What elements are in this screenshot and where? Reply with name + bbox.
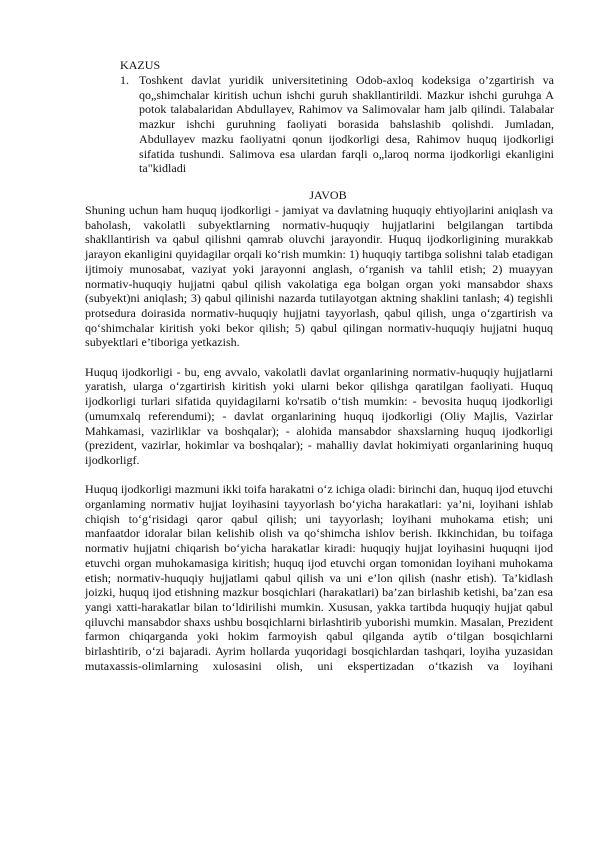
answer-paragraph-1: Shuning uchun ham huquq ijodkorligi - jamiyat va davlatning huquqiy ehtiyojlarini aniqlash va baholash, vakolatli subyektlarning normativ-huquqiy hujjatlarini belgilangan tartibda shakllantirish va qabul qilishni qamrab oluvchi jarayondir. Huquq ijodkorligining murakkab jarayon ekanligini quyidagilar orqali ko‘rish mumkin: 1) huquqiy tartibga solishni talab etadigan ijtimoiy munosabat, vaziyat yoki jarayonni anglash, o‘rganish va tahlil etish; 2) muayyan normativ-huquqiy hujjatni qabul qilish vakolatiga ega bolgan organ yoki mansabdor shaxs (subyekt)ni aniqlash; 3) qabul qilinishi nazarda tutilayotgan aktning shaklini tanlash; 4) tegishli protsedura doirasida normativ-huquqiy hujjatni tayyorlash, qabul qilish, unga o‘zgartirish va qo‘shimchalar kiritish yoki bekor qilish; 5) qabul qilingan normativ-huquqiy hujjatni huquq subyektlari e’tiboriga yetkazish.: [85, 203, 553, 350]
answer-paragraph-2: Huquq ijodkorligi - bu, eng avvalo, vakolatli davlat organlarining normativ-huquqiy hujjatlarni yaratish, ularga o‘zgartirish kiritish yoki ularni bekor qilishga qaratilgan faoliyati. Huquq ijodkorligi turlari sifatida quyidagilarni ko'rsatib o‘tish mumkin: - bevosita huquq ijodkorligi (umumxalq referendumi); - davlat organlarining huquq ijodkorligi (Oliy Majlis, Vazirlar Mahkamasi, vazirliklar va boshqalar); - alohida mansabdor shaxslarning huquq ijodkorligi (prezident, vazirlar, hokimlar va boshqalar); - mahalliy davlat hokimiyati organlarining huquq ijodkorligf.: [85, 364, 553, 467]
case-list: [120, 73, 554, 176]
case-heading: KAZUS: [120, 58, 161, 72]
answer-body: [85, 203, 553, 673]
answer-paragraph-3: Huquq ijodkorligi mazmuni ikki toifa harakatni o‘z ichiga oladi: birinchi dan, huquq ijod etuvchi organlaming normativ hujjat loyihasini tayyorlash bo‘yicha harakatlari: ya’ni, loyihani ishlab chiqish to‘g‘risidagi qaror qabul qilish; uni tayyorlash; loyihani muhokama etish; uni manfaatdor idoralar bilan kelishib olish va qo‘shimcha ishlov berish. Ikkinchidan, bu toifaga normativ hujjatni chiqarish bo‘yicha harakatlar kiradi: huquqiy hujjat loyihasini huquqni ijod etuvchi organ muhokamasiga kiritish; huquq ijod etuvchi organ tomonidan loyihani muhokama etish; normativ-huquqiy hujjatlami qabul qilish va uni e’lon qilish (nashr etish). Ta’kidlash joizki, huquq ijod etishning mazkur bosqichlari (harakatlari) ba’zan birlashib ketishi, ba’zan esa yangi xatti-harakatlar bilan to‘ldirilishi mumkin. Xususan, yakka tartibda huquqiy hujjat qabul qiluvchi mansabdor shaxs ushbu bosqichlarni birlashtirib yuborishi mumkin. Masalan, Prezident farmon chiqarganda yoki hokim farmoyish qabul qilganda aytib o‘tilgan bosqichlarni birlashtirib, o‘zi bajaradi. Ayrim hollarda yuqoridagi bosqichlardan tashqari, loyiha yuzasidan mutaxassis-olimlarning xulosasini olish, uni ekspertizadan o‘tkazish va loyihani: [85, 482, 553, 673]
case-item-text: Toshkent davlat yuridik universitetining Odob-axloq kodeksiga o’zgartirish va qo„shimchalar kiritish uchun ishchi guruh shakllantirildi. Mazkur ishchi guruhga A potok talabalaridan Abdullayev, Rahimov va Salimovalar ham jalb qilindi. Talabalar mazkur ishchi guruhning faoliyati borasida bahslashib qolishdi. Jumladan, Abdullayev mazku faoliyatni qonun ijodkorligi desa, Rahimov huquq ijodkorligi sifatida tushundi. Salimova esa ulardan farqli o„laroq norma ijodkorligi ekanligini ta"kidladi: [139, 73, 554, 176]
case-item-number: 1.: [120, 73, 130, 87]
answer-heading: JAVOB: [309, 188, 347, 202]
case-item: [120, 73, 554, 176]
